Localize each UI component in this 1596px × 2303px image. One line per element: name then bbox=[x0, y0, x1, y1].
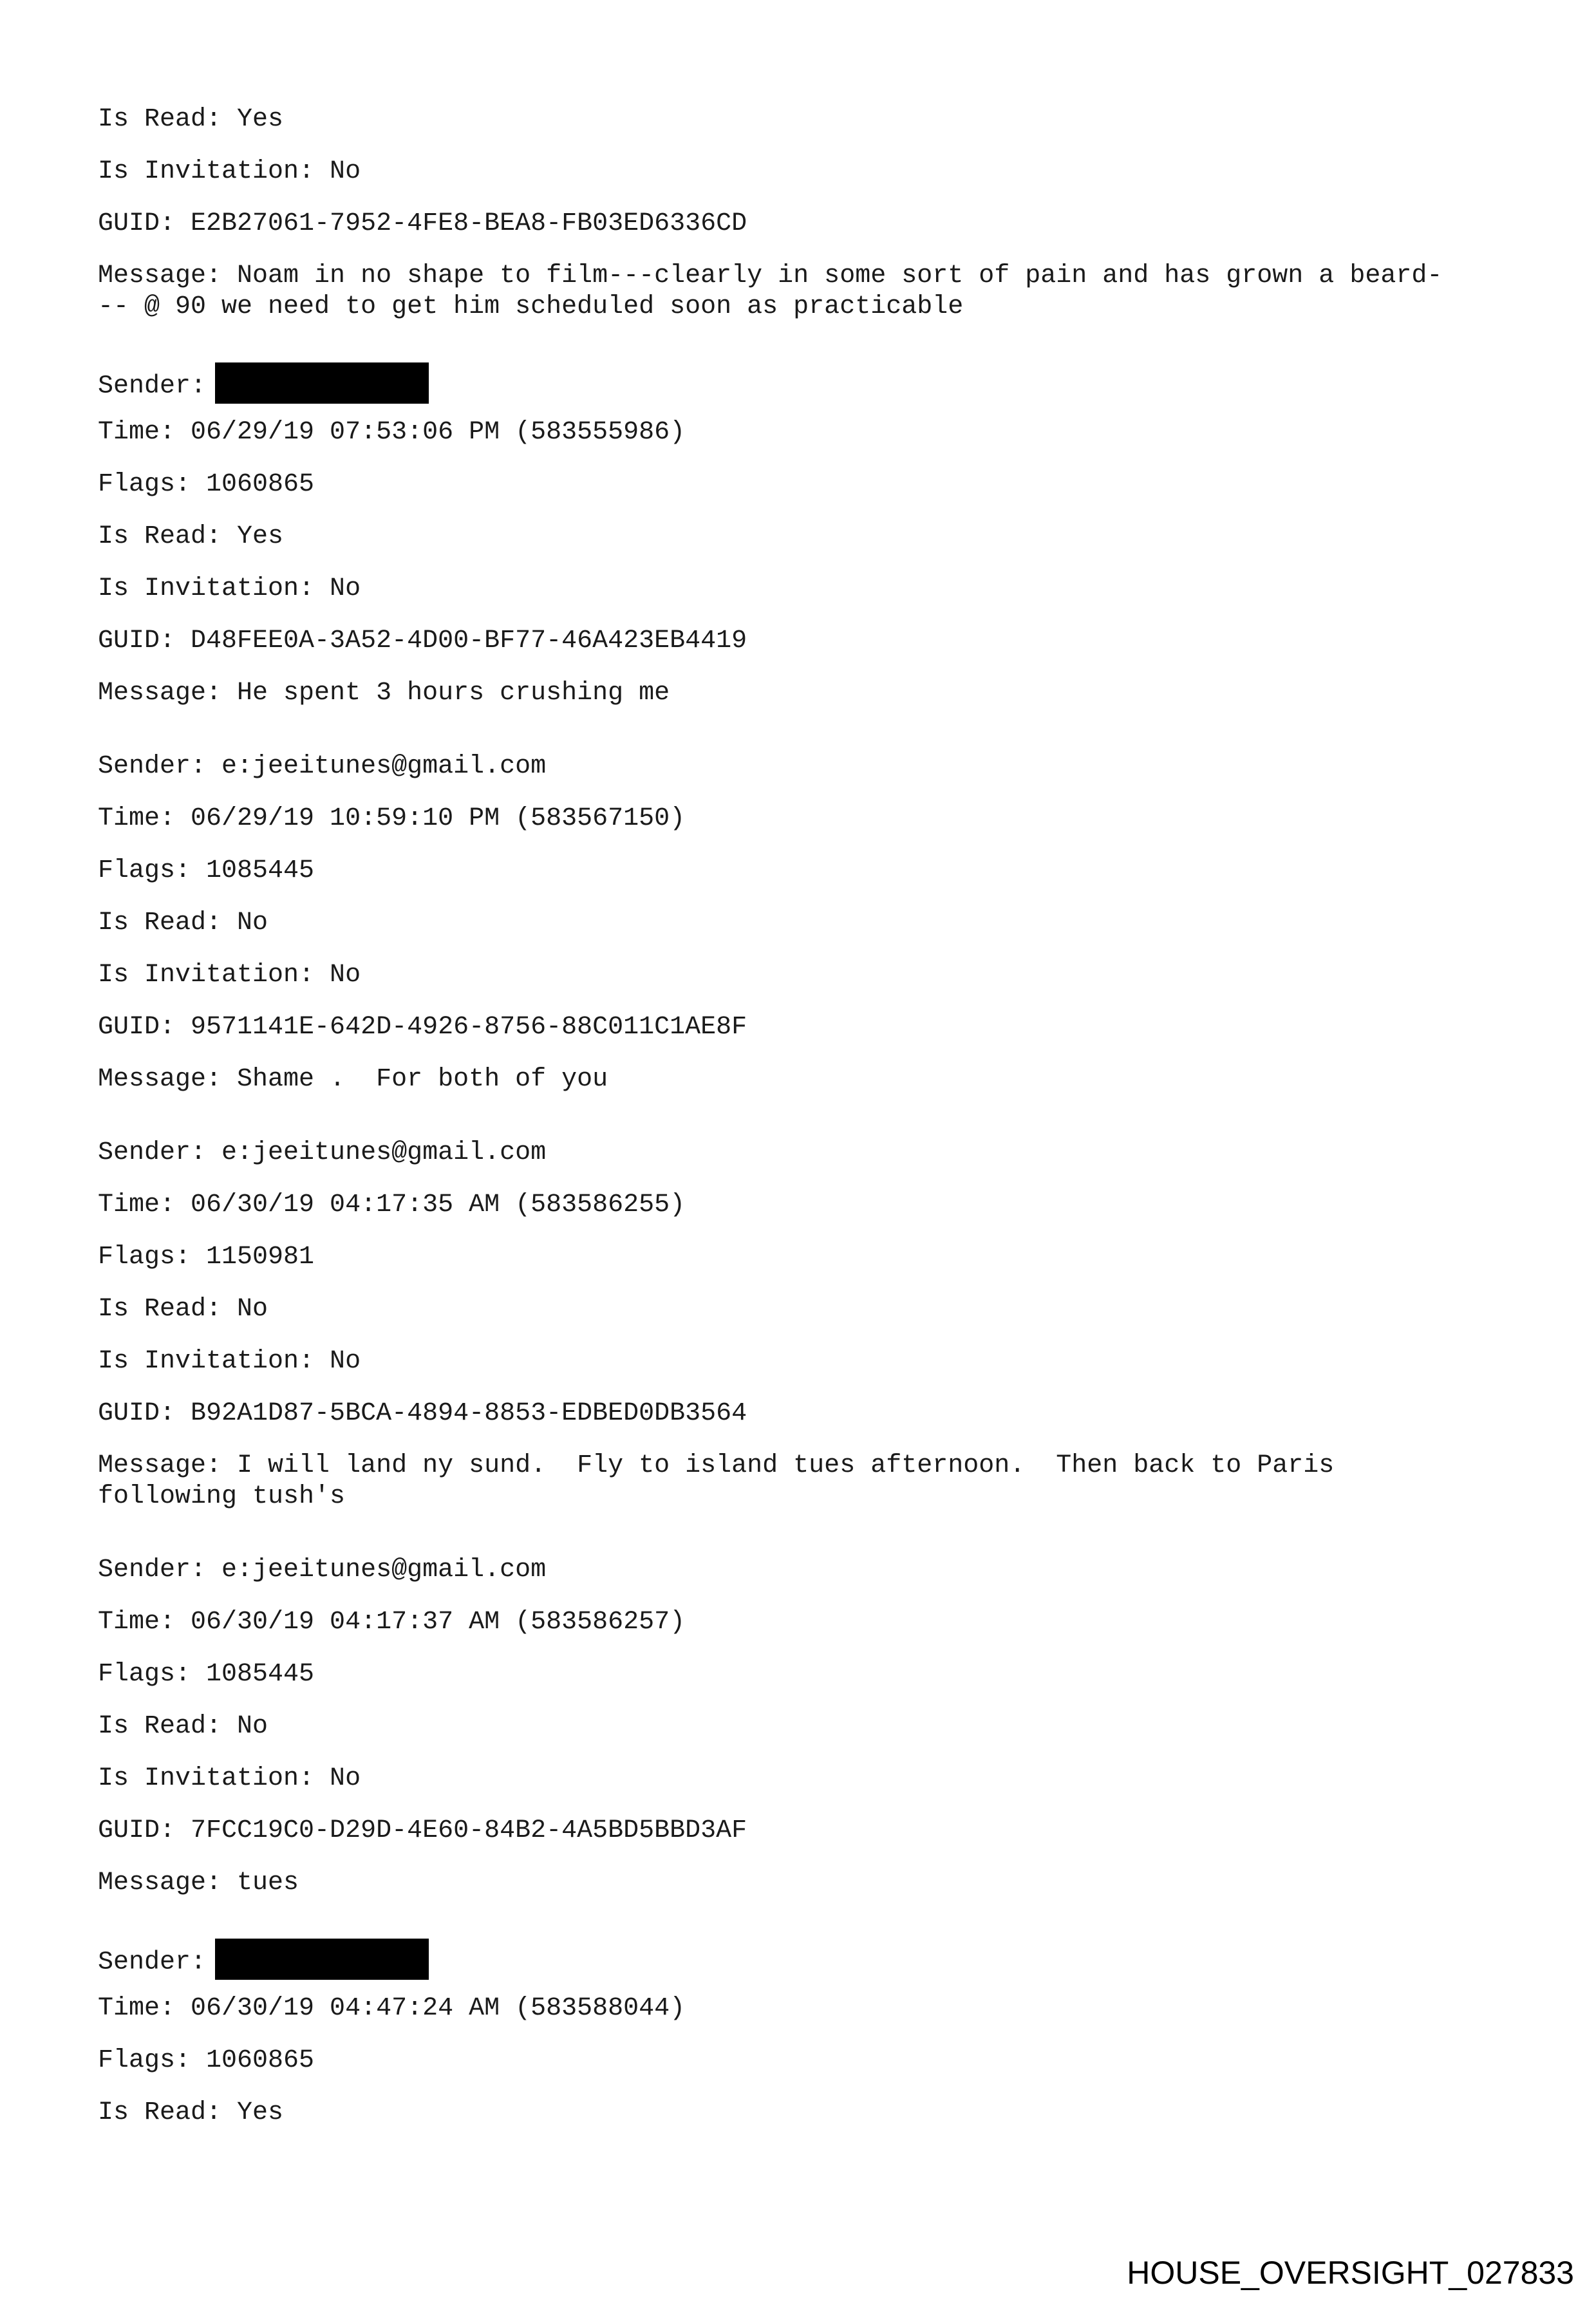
message-line: Message: He spent 3 hours crushing me bbox=[98, 679, 670, 708]
sender-line: Sender: e:jeeitunes@gmail.com bbox=[98, 1556, 547, 1584]
guid-line: GUID: 7FCC19C0-D29D-4E60-84B2-4A5BD5BBD3AF bbox=[98, 1816, 747, 1845]
message-line: Message: Noam in no shape to film---clearly in some sort of pain and has grown a beard- -- @ 90 we need to get him scheduled soon as practicable bbox=[98, 261, 1443, 321]
message-record bbox=[98, 1138, 1514, 1512]
sender-line bbox=[98, 1941, 1514, 1977]
is-invitation-line: Is Invitation: No bbox=[98, 1347, 361, 1376]
time-line: Time: 06/30/19 04:17:37 AM (583586257) bbox=[98, 1608, 686, 1637]
time-line: Time: 06/30/19 04:47:24 AM (583588044) bbox=[98, 1994, 686, 2023]
sender-line: Sender: e:jeeitunes@gmail.com bbox=[98, 1138, 547, 1167]
time-line: Time: 06/30/19 04:17:35 AM (583586255) bbox=[98, 1190, 686, 1219]
redaction-box bbox=[215, 1939, 429, 1980]
flags-line: Flags: 1085445 bbox=[98, 856, 315, 885]
is-invitation-line: Is Invitation: No bbox=[98, 1764, 361, 1793]
guid-line: GUID: D48FEE0A-3A52-4D00-BF77-46A423EB4419 bbox=[98, 626, 747, 655]
is-invitation-line: Is Invitation: No bbox=[98, 574, 361, 603]
is-read-line: Is Read: No bbox=[98, 908, 268, 937]
flags-line: Flags: 1060865 bbox=[98, 470, 315, 499]
time-line: Time: 06/29/19 07:53:06 PM (583555986) bbox=[98, 418, 686, 447]
guid-line: GUID: E2B27061-7952-4FE8-BEA8-FB03ED6336CD bbox=[98, 209, 747, 238]
is-invitation-line: Is Invitation: No bbox=[98, 157, 361, 186]
flags-line: Flags: 1085445 bbox=[98, 1660, 315, 1689]
time-line: Time: 06/29/19 10:59:10 PM (583567150) bbox=[98, 804, 686, 833]
guid-line: GUID: B92A1D87-5BCA-4894-8853-EDBED0DB3564 bbox=[98, 1399, 747, 1428]
message-line: Message: Shame . For both of you bbox=[98, 1065, 608, 1094]
flags-line: Flags: 1150981 bbox=[98, 1243, 315, 1272]
message-record bbox=[98, 1941, 1514, 2129]
is-read-line: Is Read: Yes bbox=[98, 2098, 284, 2127]
is-read-line: Is Read: No bbox=[98, 1712, 268, 1741]
sender-line: Sender: e:jeeitunes@gmail.com bbox=[98, 752, 547, 781]
is-read-line: Is Read: Yes bbox=[98, 105, 284, 134]
message-record bbox=[98, 1555, 1514, 1899]
message-record bbox=[98, 365, 1514, 709]
sender-label: Sender: bbox=[98, 371, 207, 401]
sender-label: Sender: bbox=[98, 1948, 207, 1977]
bates-number: HOUSE_OVERSIGHT_027833 bbox=[1127, 2255, 1574, 2291]
message-record bbox=[98, 104, 1514, 323]
flags-line: Flags: 1060865 bbox=[98, 2046, 315, 2075]
message-log-page bbox=[98, 104, 1514, 2150]
redaction-box bbox=[215, 362, 429, 404]
is-read-line: Is Read: Yes bbox=[98, 522, 284, 551]
is-read-line: Is Read: No bbox=[98, 1295, 268, 1324]
message-line: Message: I will land ny sund. Fly to island tues afternoon. Then back to Paris following tush's bbox=[98, 1451, 1335, 1511]
guid-line: GUID: 9571141E-642D-4926-8756-88C011C1AE8F bbox=[98, 1013, 747, 1042]
message-record bbox=[98, 751, 1514, 1095]
sender-line bbox=[98, 365, 1514, 401]
message-line: Message: tues bbox=[98, 1868, 299, 1897]
is-invitation-line: Is Invitation: No bbox=[98, 961, 361, 990]
